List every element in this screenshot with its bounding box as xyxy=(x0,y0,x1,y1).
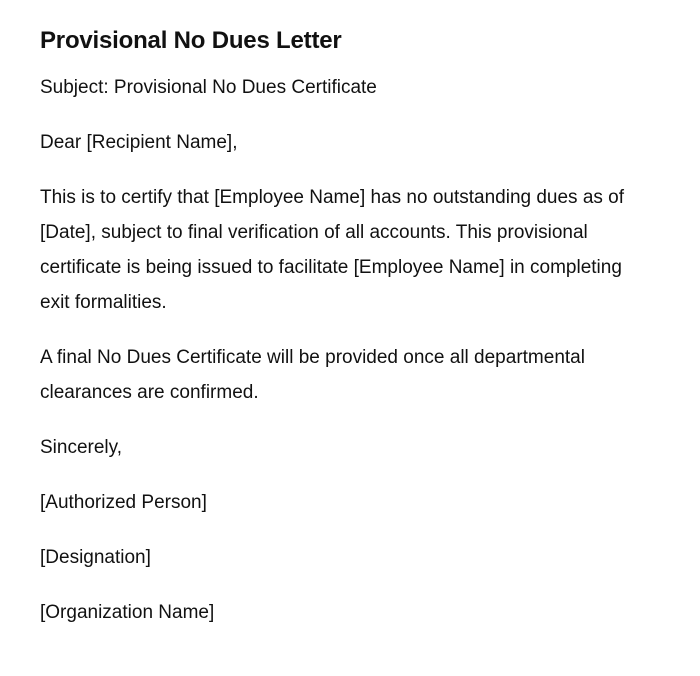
letter-body-paragraph-1: This is to certify that [Employee Name] has no outstanding dues as of [Date], subject to final verification of all accounts. This provisional certificate is being issued to facilitate [Employee Name] in completing exit formalities. xyxy=(40,187,625,313)
letter-organization: [Organization Name] xyxy=(40,602,215,623)
letter-body-paragraph-2: A final No Dues Certificate will be provided once all departmental clearances are confirmed. xyxy=(40,347,585,403)
letter-designation: [Designation] xyxy=(40,547,151,568)
letter-subject: Subject: Provisional No Dues Certificate xyxy=(40,77,377,98)
letter-title: Provisional No Dues Letter xyxy=(40,27,342,54)
letter-signatory: [Authorized Person] xyxy=(40,492,207,513)
letter-salutation: Dear [Recipient Name], xyxy=(40,132,238,153)
letter-closing: Sincerely, xyxy=(40,437,123,458)
letter-document xyxy=(40,24,640,650)
